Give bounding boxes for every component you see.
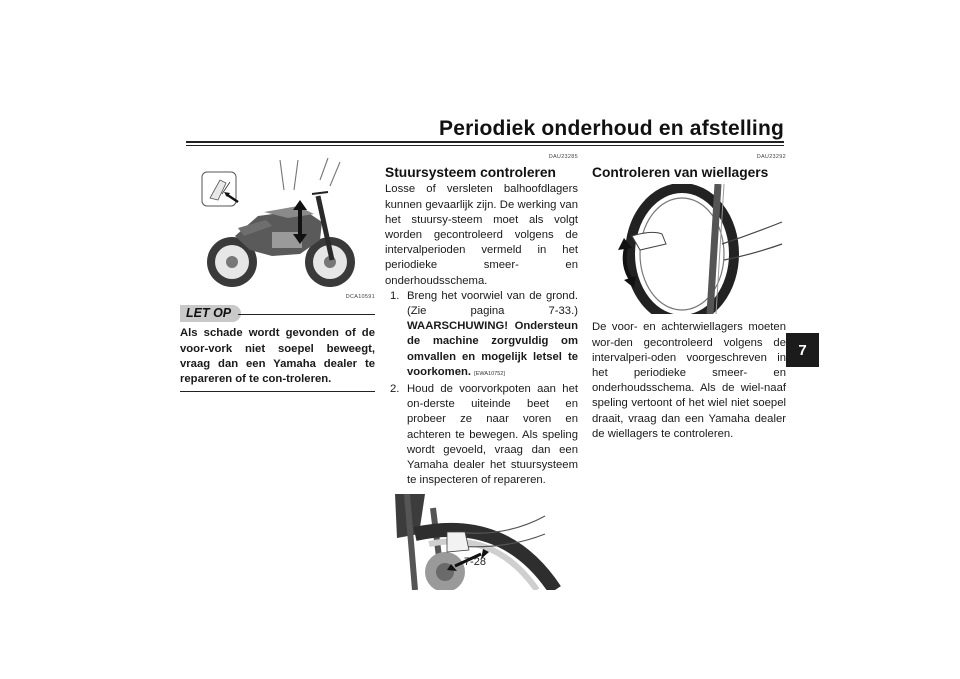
step-item <box>385 382 578 488</box>
step-number: 2. <box>390 383 400 396</box>
step-text: Breng het voorwiel van de grond. (Zie pagina 7-33.) <box>407 289 578 318</box>
wheel-illustration <box>592 184 786 314</box>
fork-figure <box>385 494 578 590</box>
left-column <box>180 150 375 392</box>
right-column <box>592 150 786 442</box>
section-title-wheel-bearings: Controleren van wiellagers <box>592 165 769 181</box>
caution-label: LET OP <box>180 305 241 322</box>
fork-illustration <box>385 494 578 590</box>
steering-intro: Losse of versleten balhoofdlagers kunnen gevaarlijk zijn. De werking van het stuursy-steem moet als volgt worden gecontroleerd volgens de intervalperioden vermeld in het periodieke smeer- en onderhoudsschema. <box>385 183 578 287</box>
middle-column <box>385 150 578 590</box>
wheel-bearings-text: De voor- en achterwiellagers moeten wor-den gecontroleerd volgens de intervalperi-oden voorgeschreven in het periodieke smeer- en onderhoudsschema. Als de wiel-naaf speling vertoont of het wiel niet soepel draait, vraag dan een Yamaha dealer de wiellagers te controleren. <box>592 321 786 440</box>
step-number: 1. <box>390 289 400 302</box>
page-number: 7-28 <box>464 556 487 568</box>
wheel-figure <box>592 184 786 314</box>
steering-steps <box>385 289 578 489</box>
motorcycle-figure <box>180 150 375 305</box>
section-title-steering: Stuursysteem controleren <box>385 165 556 181</box>
section-code: DAU23285 <box>548 154 578 160</box>
step-warning: WAARSCHUWING! Ondersteun de machine zorgvuldig om omvallen en mogelijk letsel te voorkomen. <box>407 320 578 378</box>
caution-bottom-rule <box>180 391 375 392</box>
section-code: DAU23292 <box>756 154 786 160</box>
chapter-tab: 7 <box>786 333 819 367</box>
figure-code: DCA10591 <box>345 294 375 300</box>
step-item <box>385 289 578 382</box>
caution-top-rule <box>238 314 375 315</box>
caution-text: Als schade wordt gevonden of de voor-vork niet soepel beweegt, vraag dan een Yamaha dealer te repareren of te con-troleren. <box>180 327 375 386</box>
header-rule <box>186 141 784 143</box>
header-rule-thin <box>186 145 784 146</box>
page-header-title: Periodiek onderhoud en afstelling <box>439 117 784 140</box>
caution-box <box>180 305 375 392</box>
warning-ref: [EWA10752] <box>474 370 505 377</box>
step-text: Houd de voorvorkpoten aan het on-derste uiteinde beet en probeer ze naar voren en achteren te bewegen. Als speling wordt gevoeld, vraag dan een Yamaha dealer het stuursysteem te inspecteren of repareren. <box>407 383 578 487</box>
motorcycle-illustration <box>180 150 375 290</box>
